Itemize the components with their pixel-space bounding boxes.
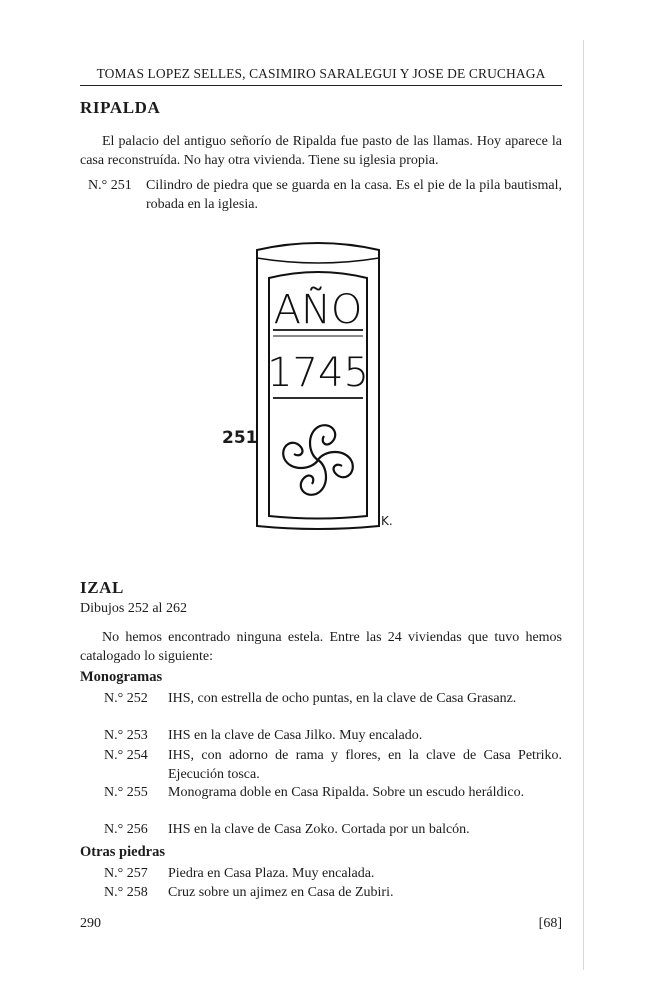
- page-edge-line: [583, 40, 584, 970]
- section-title-izal: IZAL: [80, 578, 124, 597]
- entry-text: IHS, con estrella de ocho puntas, en la clave de Casa Grasanz.: [168, 691, 517, 706]
- inscription-year-word: AÑO: [273, 287, 363, 333]
- entry-number: N.° 258: [104, 885, 148, 900]
- entry-number: N.° 254: [104, 748, 148, 763]
- izal-subtitle: Dibujos 252 al 262: [80, 601, 187, 616]
- entry-number: N.° 257: [104, 866, 148, 881]
- entry-253: [104, 727, 562, 747]
- entry-text: IHS, con adorno de rama y flores, en la clave de Casa Petriko. Ejecución tosca.: [168, 748, 562, 782]
- izal-paragraph: No hemos encontrado ninguna estela. Entre las 24 viviendas que tuvo hemos catalogado lo siguiente:: [80, 630, 562, 664]
- inscription-year: 1745: [267, 350, 369, 396]
- subhead-otras-piedras: Otras piedras: [80, 844, 165, 860]
- figure-number-label: 251: [222, 428, 258, 448]
- entry-text: Cilindro de piedra que se guarda en la casa. Es el pie de la pila bautismal, robada en la iglesia.: [146, 178, 562, 212]
- entry-number: N.° 251: [88, 178, 132, 193]
- stone-cylinder-drawing: [215, 238, 415, 538]
- entry-252: [104, 690, 562, 728]
- subhead-monogramas: Monogramas: [80, 669, 163, 685]
- entry-number: N.° 253: [104, 728, 148, 743]
- entry-255: [104, 784, 562, 822]
- entry-text: IHS en la clave de Casa Zoko. Cortada por un balcón.: [168, 822, 470, 837]
- section-title-ripalda: RIPALDA: [80, 98, 161, 117]
- running-header: TOMAS LOPEZ SELLES, CASIMIRO SARALEGUI Y JOSE DE CRUCHAGA: [80, 66, 562, 86]
- entry-text: Monograma doble en Casa Ripalda. Sobre un escudo heráldico.: [168, 785, 525, 800]
- entry-251: [88, 177, 562, 217]
- entry-number: N.° 252: [104, 691, 148, 706]
- entry-256: [104, 821, 562, 841]
- entry-number: N.° 256: [104, 822, 148, 837]
- ripalda-paragraph: El palacio del antiguo señorío de Ripalda fue pasto de las llamas. Hoy aparece la casa reconstruída. No hay otra vivienda. Tiene su iglesia propia.: [80, 134, 562, 168]
- artist-mark: K.: [381, 514, 393, 528]
- entry-258: [104, 884, 562, 904]
- bracket-page-number: [68]: [538, 916, 562, 931]
- entry-257: [104, 865, 562, 885]
- entry-254: [104, 747, 562, 785]
- entry-text: IHS en la clave de Casa Jilko. Muy encalado.: [168, 728, 423, 743]
- entry-text: Piedra en Casa Plaza. Muy encalada.: [168, 866, 375, 881]
- figure-251-stone-cylinder: [215, 238, 415, 543]
- lauburu-icon: [283, 425, 353, 495]
- page-number: 290: [80, 916, 101, 931]
- entry-number: N.° 255: [104, 785, 148, 800]
- entry-text: Cruz sobre un ajimez en Casa de Zubiri.: [168, 885, 394, 900]
